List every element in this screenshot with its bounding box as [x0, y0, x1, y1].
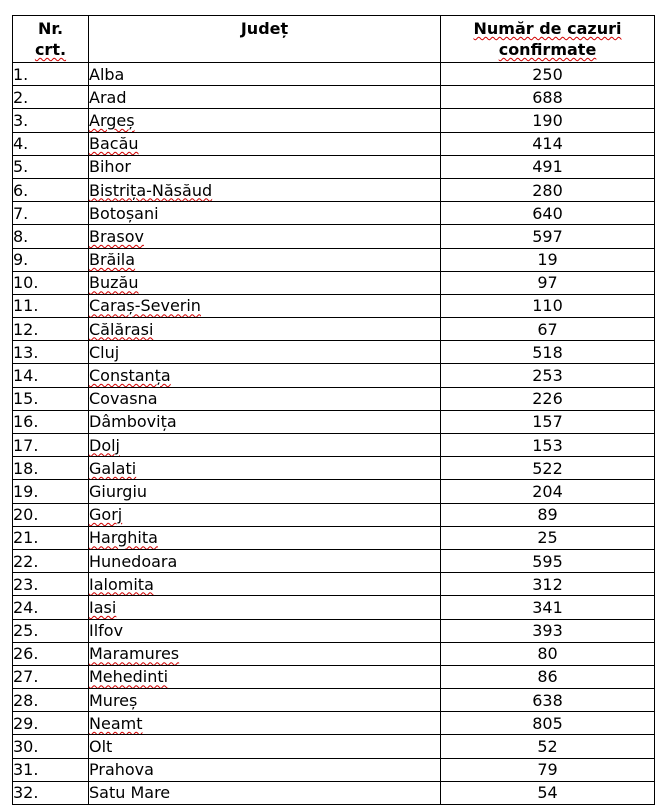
header-nr-line1: Nr.: [37, 19, 64, 38]
case-count: 638: [441, 689, 655, 712]
table-row: [13, 248, 655, 271]
row-number: 17.: [13, 434, 89, 457]
county-name: Argeș: [89, 110, 135, 130]
row-number: 13.: [13, 341, 89, 364]
row-number: 19.: [13, 480, 89, 503]
case-count: 190: [441, 109, 655, 132]
table-row: [13, 665, 655, 688]
row-number: 5.: [13, 155, 89, 178]
county-cell: [89, 387, 441, 410]
county-cell: [89, 364, 441, 387]
county-name: Ilfov: [89, 621, 124, 641]
case-count: 518: [441, 341, 655, 364]
table-row: [13, 178, 655, 201]
county-cell: [89, 225, 441, 248]
table-row: [13, 549, 655, 572]
county-name: Cluj: [89, 342, 120, 362]
table-row: [13, 109, 655, 132]
county-name: Alba: [89, 64, 125, 84]
county-cell: [89, 526, 441, 549]
county-name: Iasi: [89, 597, 117, 617]
case-count: 491: [441, 155, 655, 178]
table-row: [13, 155, 655, 178]
county-name: Bihor: [89, 157, 131, 177]
county-name: Dolj: [89, 435, 120, 455]
county-cell: [89, 178, 441, 201]
table-row: [13, 387, 655, 410]
table-row: [13, 781, 655, 804]
county-name: Giurgiu: [89, 481, 148, 501]
table-row: [13, 573, 655, 596]
county-cell: [89, 619, 441, 642]
table-row: [13, 758, 655, 781]
row-number: 6.: [13, 178, 89, 201]
header-nr-crt: [13, 16, 89, 63]
case-count: 280: [441, 178, 655, 201]
table-row: [13, 63, 655, 86]
row-number: 27.: [13, 665, 89, 688]
header-row: [13, 16, 655, 63]
row-number: 23.: [13, 573, 89, 596]
county-name: Prahova: [89, 760, 154, 780]
case-count: 97: [441, 271, 655, 294]
county-cell: [89, 86, 441, 109]
table-row: [13, 596, 655, 619]
case-count: 597: [441, 225, 655, 248]
county-cell: [89, 689, 441, 712]
county-name: Galati: [89, 458, 137, 478]
case-count: 595: [441, 549, 655, 572]
county-cell: [89, 294, 441, 317]
row-number: 14.: [13, 364, 89, 387]
case-count: 89: [441, 503, 655, 526]
county-cell: [89, 642, 441, 665]
county-cell: [89, 155, 441, 178]
table-row: [13, 86, 655, 109]
case-count: 204: [441, 480, 655, 503]
county-cell: [89, 503, 441, 526]
table-row: [13, 735, 655, 758]
county-cell: [89, 63, 441, 86]
county-cell: [89, 781, 441, 804]
row-number: 31.: [13, 758, 89, 781]
case-count: 52: [441, 735, 655, 758]
row-number: 30.: [13, 735, 89, 758]
header-count-line1: Număr de cazuri: [473, 19, 622, 38]
header-county: [89, 16, 441, 63]
county-name: Satu Mare: [89, 783, 171, 803]
case-count: 157: [441, 410, 655, 433]
county-cell: [89, 573, 441, 596]
county-cell: [89, 248, 441, 271]
case-count: 640: [441, 202, 655, 225]
row-number: 26.: [13, 642, 89, 665]
table-row: [13, 132, 655, 155]
county-cell: [89, 109, 441, 132]
county-name: Arad: [89, 87, 127, 107]
county-name: Călărasi: [89, 319, 154, 339]
county-cell: [89, 457, 441, 480]
table-row: [13, 619, 655, 642]
row-number: 2.: [13, 86, 89, 109]
county-cell: [89, 758, 441, 781]
case-count: 312: [441, 573, 655, 596]
table-row: [13, 689, 655, 712]
county-name: Gorj: [89, 505, 123, 525]
row-number: 9.: [13, 248, 89, 271]
row-number: 28.: [13, 689, 89, 712]
row-number: 16.: [13, 410, 89, 433]
county-name: Brăila: [89, 250, 136, 270]
county-cell: [89, 596, 441, 619]
county-name: Dâmbovița: [89, 412, 177, 432]
table-row: [13, 503, 655, 526]
county-cell: [89, 132, 441, 155]
table-row: [13, 457, 655, 480]
county-cell: [89, 271, 441, 294]
row-number: 32.: [13, 781, 89, 804]
county-cell: [89, 341, 441, 364]
case-count: 19: [441, 248, 655, 271]
county-name: Neamt: [89, 713, 143, 733]
table-row: [13, 642, 655, 665]
county-cell: [89, 735, 441, 758]
county-name: Hunedoara: [89, 551, 178, 571]
county-name: Covasna: [89, 389, 158, 409]
case-count: 250: [441, 63, 655, 86]
header-count-line2: confirmate: [498, 40, 597, 59]
county-cell: [89, 712, 441, 735]
row-number: 25.: [13, 619, 89, 642]
table-row: [13, 271, 655, 294]
table-body: [13, 63, 655, 805]
row-number: 12.: [13, 318, 89, 341]
case-count: 414: [441, 132, 655, 155]
county-name: Mureș: [89, 690, 138, 710]
county-name: Ialomita: [89, 574, 154, 594]
case-count: 54: [441, 781, 655, 804]
row-number: 1.: [13, 63, 89, 86]
case-count: 110: [441, 294, 655, 317]
table-row: [13, 341, 655, 364]
header-county-label: Județ: [240, 19, 289, 38]
header-nr-line2: crt.: [34, 40, 67, 59]
case-count: 253: [441, 364, 655, 387]
county-cell: [89, 318, 441, 341]
county-name: Bistrița-Năsăud: [89, 180, 213, 200]
table-row: [13, 364, 655, 387]
table-row: [13, 480, 655, 503]
county-cell: [89, 480, 441, 503]
county-cell: [89, 202, 441, 225]
row-number: 7.: [13, 202, 89, 225]
table-row: [13, 434, 655, 457]
case-count: 226: [441, 387, 655, 410]
case-count: 393: [441, 619, 655, 642]
county-cell: [89, 410, 441, 433]
county-name: Bacău: [89, 134, 139, 154]
table-row: [13, 712, 655, 735]
row-number: 11.: [13, 294, 89, 317]
county-name: Olt: [89, 737, 113, 757]
case-count: 25: [441, 526, 655, 549]
case-count: 67: [441, 318, 655, 341]
county-cell: [89, 549, 441, 572]
county-name: Constanța: [89, 366, 171, 386]
table-row: [13, 410, 655, 433]
header-case-count: [441, 16, 655, 63]
row-number: 29.: [13, 712, 89, 735]
case-count: 341: [441, 596, 655, 619]
county-name: Brasov: [89, 226, 144, 246]
county-name: Caraș-Severin: [89, 296, 201, 316]
county-name: Botoșani: [89, 203, 159, 223]
row-number: 8.: [13, 225, 89, 248]
county-name: Maramures: [89, 644, 180, 664]
table-header: [13, 16, 655, 63]
table-row: [13, 202, 655, 225]
case-count: 688: [441, 86, 655, 109]
row-number: 4.: [13, 132, 89, 155]
table-row: [13, 225, 655, 248]
county-name: Buzău: [89, 273, 139, 293]
county-cell: [89, 434, 441, 457]
table-row: [13, 318, 655, 341]
case-count: 80: [441, 642, 655, 665]
row-number: 24.: [13, 596, 89, 619]
county-cell: [89, 665, 441, 688]
row-number: 10.: [13, 271, 89, 294]
row-number: 22.: [13, 549, 89, 572]
county-name: Harghita: [89, 528, 158, 548]
case-count: 522: [441, 457, 655, 480]
row-number: 20.: [13, 503, 89, 526]
case-count: 86: [441, 665, 655, 688]
row-number: 21.: [13, 526, 89, 549]
table-row: [13, 294, 655, 317]
case-count: 805: [441, 712, 655, 735]
row-number: 18.: [13, 457, 89, 480]
case-count: 79: [441, 758, 655, 781]
confirmed-cases-table: [12, 15, 655, 805]
table-row: [13, 526, 655, 549]
row-number: 15.: [13, 387, 89, 410]
row-number: 3.: [13, 109, 89, 132]
case-count: 153: [441, 434, 655, 457]
county-name: Mehedinti: [89, 667, 169, 687]
